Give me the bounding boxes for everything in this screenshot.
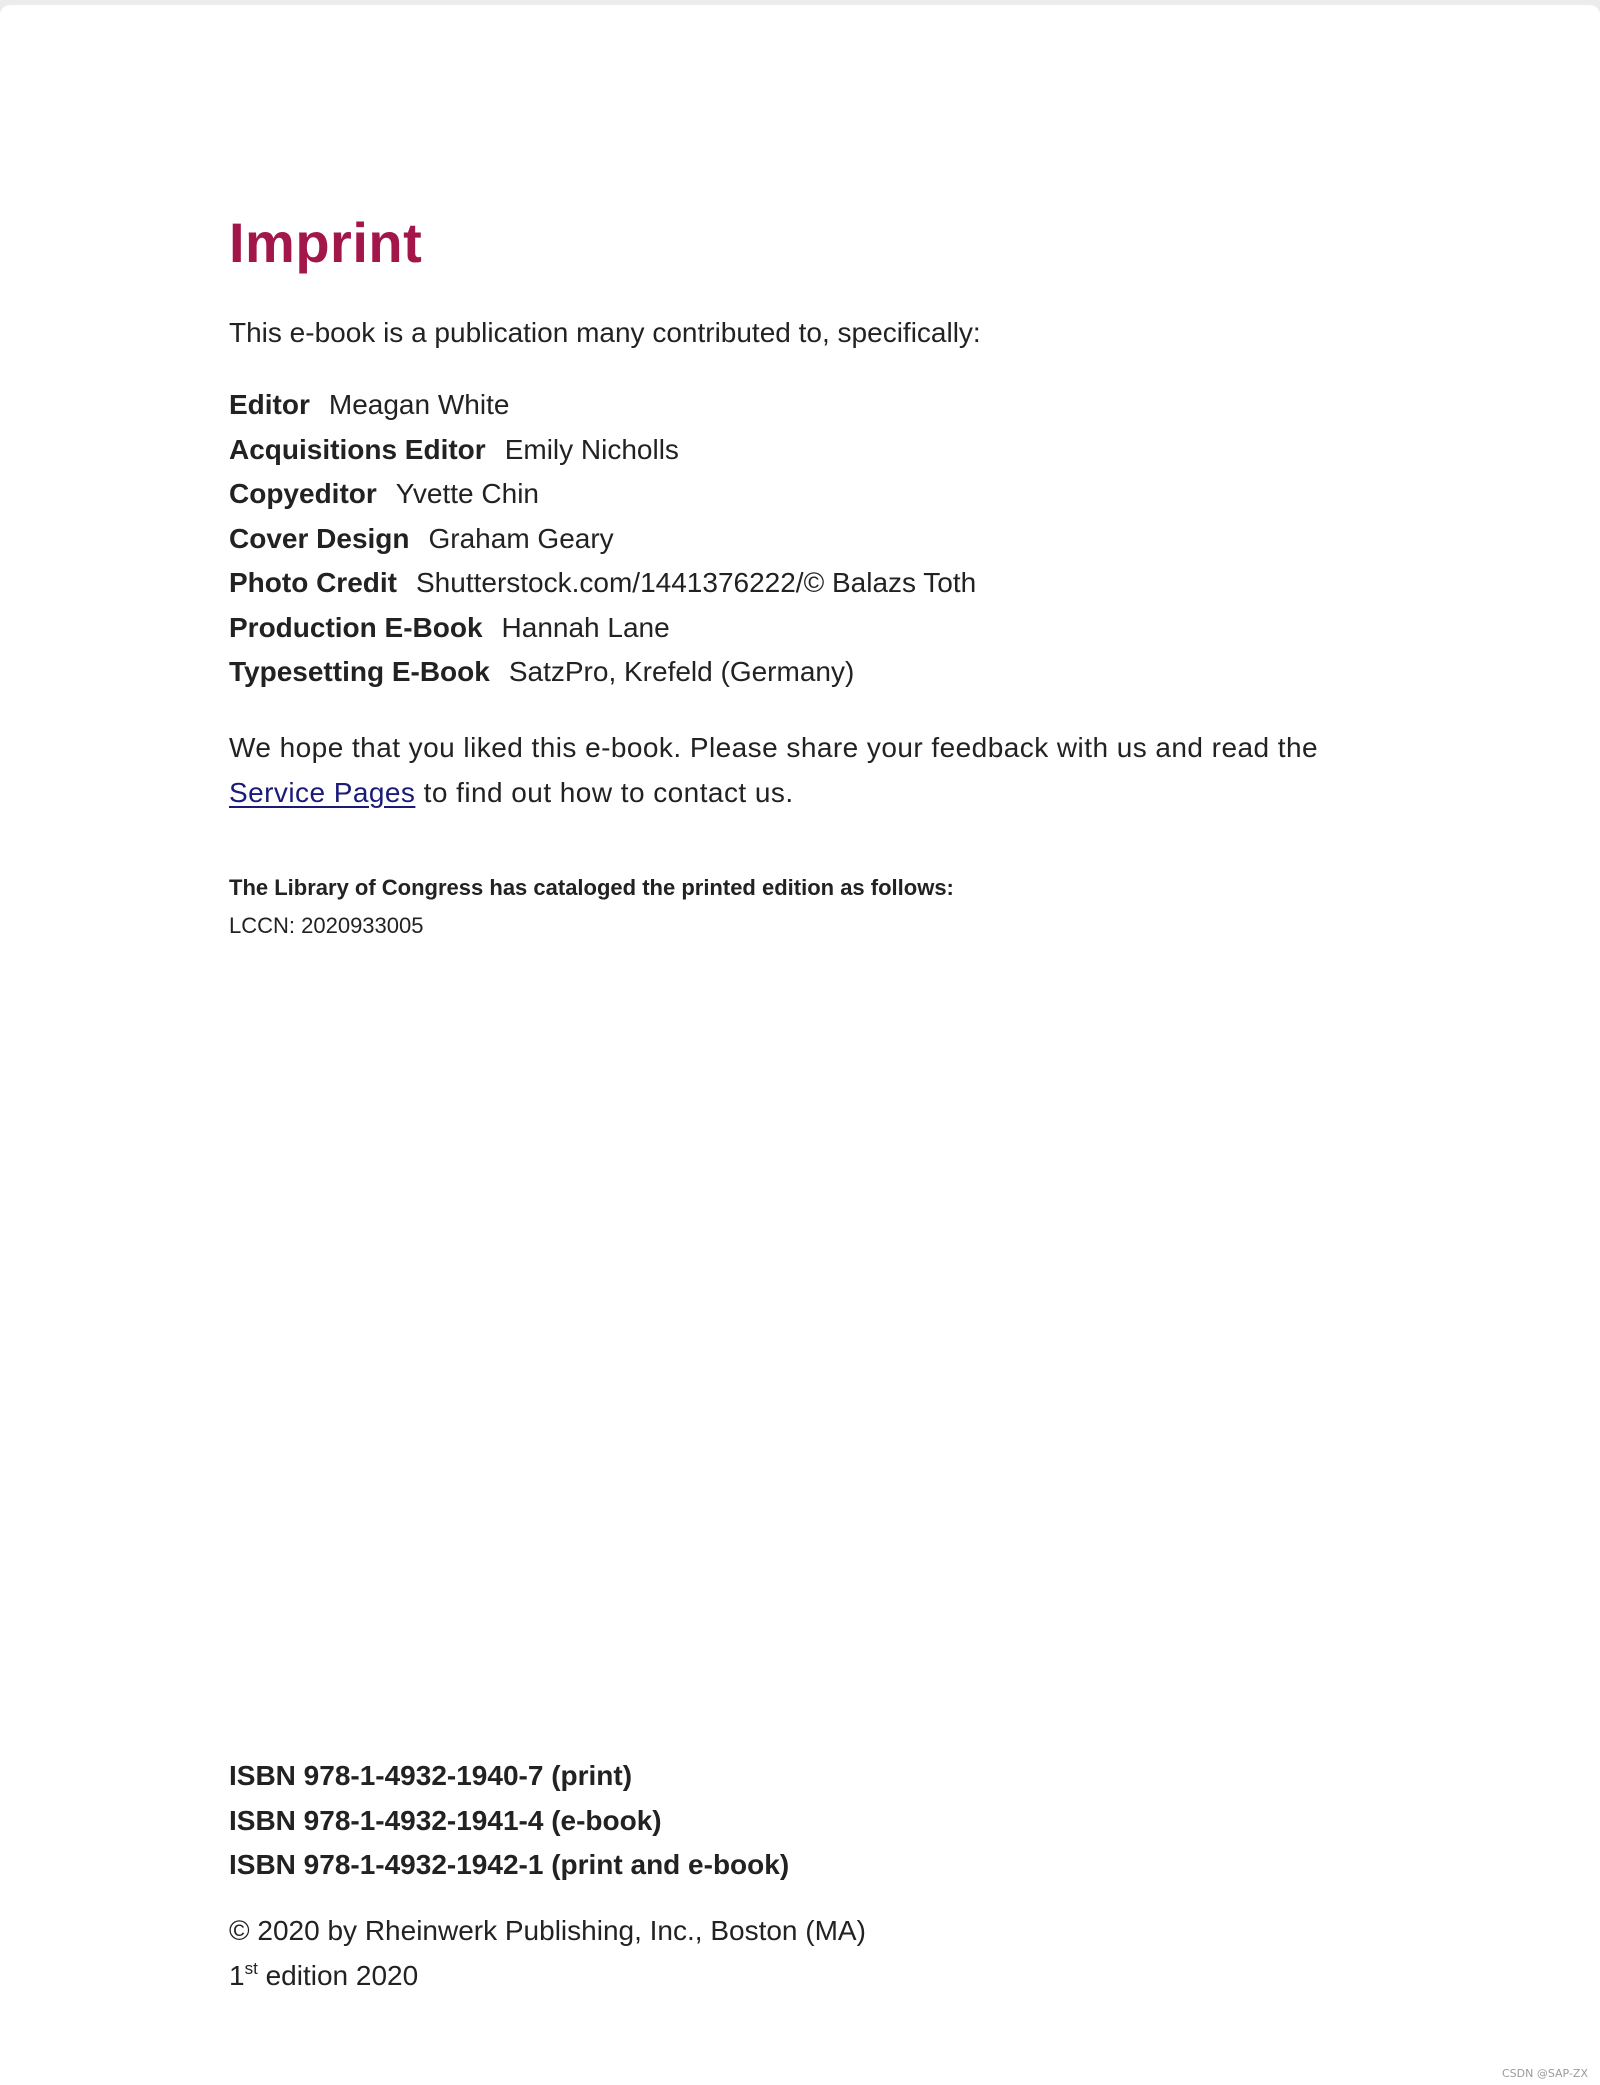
page-title: Imprint <box>229 211 423 274</box>
credit-role: Photo Credit <box>229 567 397 598</box>
credit-name: Shutterstock.com/1441376222/© Balazs Toth <box>416 567 977 598</box>
copyright-line: © 2020 by Rheinwerk Publishing, Inc., Boston (MA) <box>229 1915 866 1946</box>
credit-name: Emily Nicholls <box>504 433 679 465</box>
credit-name: Graham Geary <box>428 522 614 554</box>
credit-role: Acquisitions Editor <box>229 433 486 465</box>
credit-role: Typesetting E-Book <box>229 656 490 687</box>
feedback-text-end: to find out how to contact us. <box>415 776 794 808</box>
edition-line <box>229 1954 866 1999</box>
feedback-text: We hope that you liked this e-book. Please share your feedback with us and read the <box>229 732 1319 763</box>
credit-row-cover-design <box>229 517 976 562</box>
credit-row-editor <box>229 383 976 428</box>
credit-name: Meagan White <box>328 389 510 420</box>
credit-role: Copyeditor <box>229 478 377 509</box>
lccn-number: LCCN: 2020933005 <box>229 913 424 938</box>
credit-name: SatzPro, Krefeld (Germany) <box>508 656 855 687</box>
watermark: CSDN @SAP-ZX <box>1501 2067 1588 2080</box>
credit-role: Editor <box>229 389 310 420</box>
edition-number: 1 <box>229 1959 245 1991</box>
edition-text: edition 2020 <box>257 1959 419 1991</box>
credit-name: Hannah Lane <box>501 611 670 643</box>
credit-row-typesetting-ebook <box>229 650 976 695</box>
credit-role: Production E-Book <box>229 611 483 643</box>
library-of-congress-heading: The Library of Congress has cataloged the printed edition as follows: <box>229 875 954 900</box>
edition-ordinal-suffix: st <box>244 1958 258 1978</box>
credit-row-acquisitions-editor <box>229 428 976 473</box>
ebook-page <box>0 5 1600 2085</box>
service-pages-link[interactable]: Service Pages <box>229 776 416 808</box>
intro-text: This e-book is a publication many contributed to, specifically: <box>229 317 981 348</box>
isbn-list <box>229 1754 789 1888</box>
feedback-paragraph <box>229 726 1409 815</box>
isbn-print: ISBN 978-1-4932-1940-7 (print) <box>229 1760 633 1791</box>
credits-list <box>229 383 976 695</box>
credit-row-production-ebook <box>229 606 976 651</box>
credit-role: Cover Design <box>229 522 410 554</box>
copyright-block <box>229 1909 866 1998</box>
isbn-ebook: ISBN 978-1-4932-1941-4 (e-book) <box>229 1804 662 1836</box>
credit-row-copyeditor <box>229 472 976 517</box>
isbn-print-and-ebook: ISBN 978-1-4932-1942-1 (print and e-book) <box>229 1849 790 1880</box>
credit-row-photo-credit <box>229 561 976 606</box>
credit-name: Yvette Chin <box>395 478 539 509</box>
